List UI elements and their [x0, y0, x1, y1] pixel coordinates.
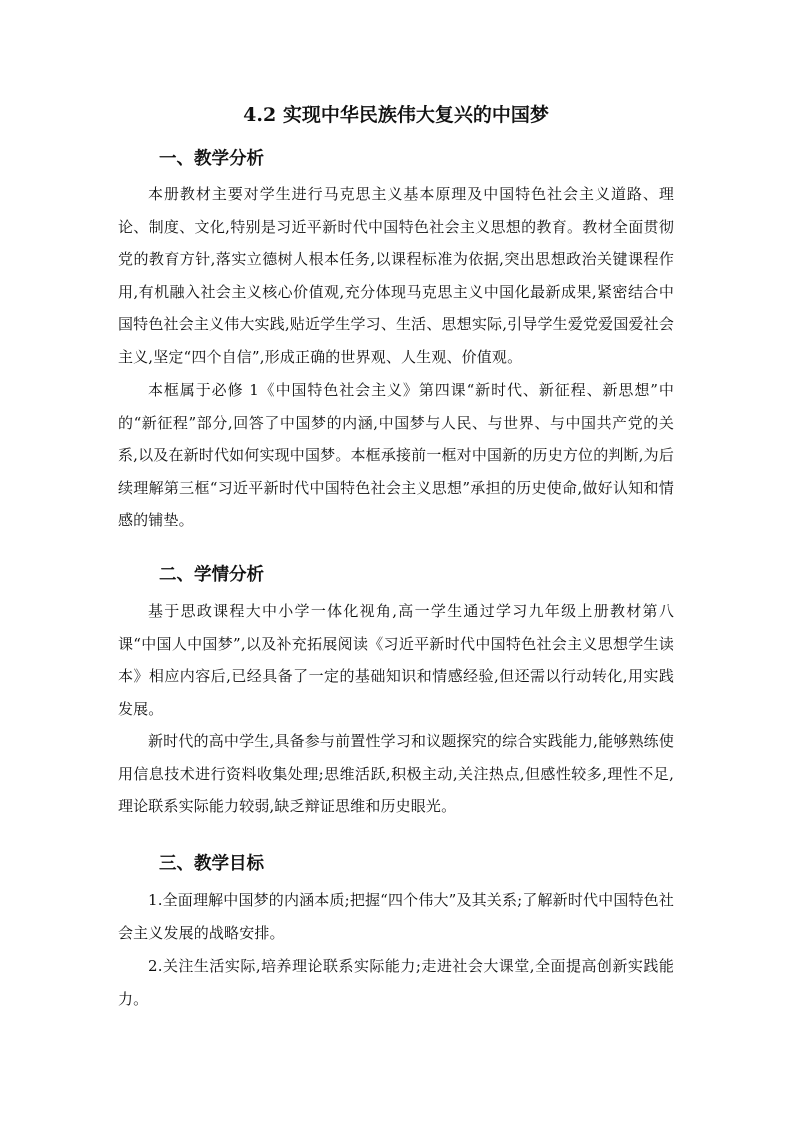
paragraph: 新时代的高中学生,具备参与前置性学习和议题探究的综合实践能力,能够熟练使用信息技术进行资料收集处理;思维活跃,积极主动,关注热点,但感性较多,理性不足,理论联系实际能力较弱,缺乏辩证思维和历史眼光。: [118, 732, 674, 816]
paragraph: 基于思政课程大中小学一体化视角,高一学生通过学习九年级上册教材第八课“中国人中国梦”,以及补充拓展阅读《习近平新时代中国特色社会主义思想学生读本》相应内容后,已经具备了一定的基础知识和情感经验,但还需以行动转化,用实践发展。: [118, 602, 674, 718]
section-heading-teaching-analysis: 一、教学分析: [159, 149, 264, 169]
paragraph: 1.全面理解中国梦的内涵本质;把握“四个伟大”及其关系;了解新时代中国特色社会主义发展的战略安排。: [118, 891, 674, 942]
paragraph: 2.关注生活实际,培养理论联系实际能力;走进社会大课堂,全面提高创新实践能力。: [118, 957, 674, 1008]
paragraph: 本册教材主要对学生进行马克思主义基本原理及中国特色社会主义道路、理论、制度、文化,特别是习近平新时代中国特色社会主义思想的教育。教材全面贯彻党的教育方针,落实立德树人根本任务,以课程标准为依据,突出思想政治关键课程作用,有机融入社会主义核心价值观,充分体现马克思主义中国化最新成果,紧密结合中国特色社会主义伟大实践,贴近学生学习、生活、思想实际,引导学生爱党爱国爱社会主义,坚定“四个自信”,形成正确的世界观、人生观、价值观。: [118, 185, 674, 366]
section-heading-student-analysis: 二、学情分析: [159, 565, 264, 585]
section-heading-teaching-goals: 三、教学目标: [159, 854, 264, 874]
paragraph: 本框属于必修 1《中国特色社会主义》第四课“新时代、新征程、新思想”中的“新征程”部分,回答了中国梦的内涵,中国梦与人民、与世界、与中国共产党的关系,以及在新时代如何实现中国梦。本框承接前一框对中国新的历史方位的判断,为后续理解第三框“习近平新时代中国特色社会主义思想”承担的历史使命,做好认知和情感的铺垫。: [118, 381, 674, 530]
document-title: 4.2 实现中华民族伟大复兴的中国梦: [243, 104, 549, 126]
